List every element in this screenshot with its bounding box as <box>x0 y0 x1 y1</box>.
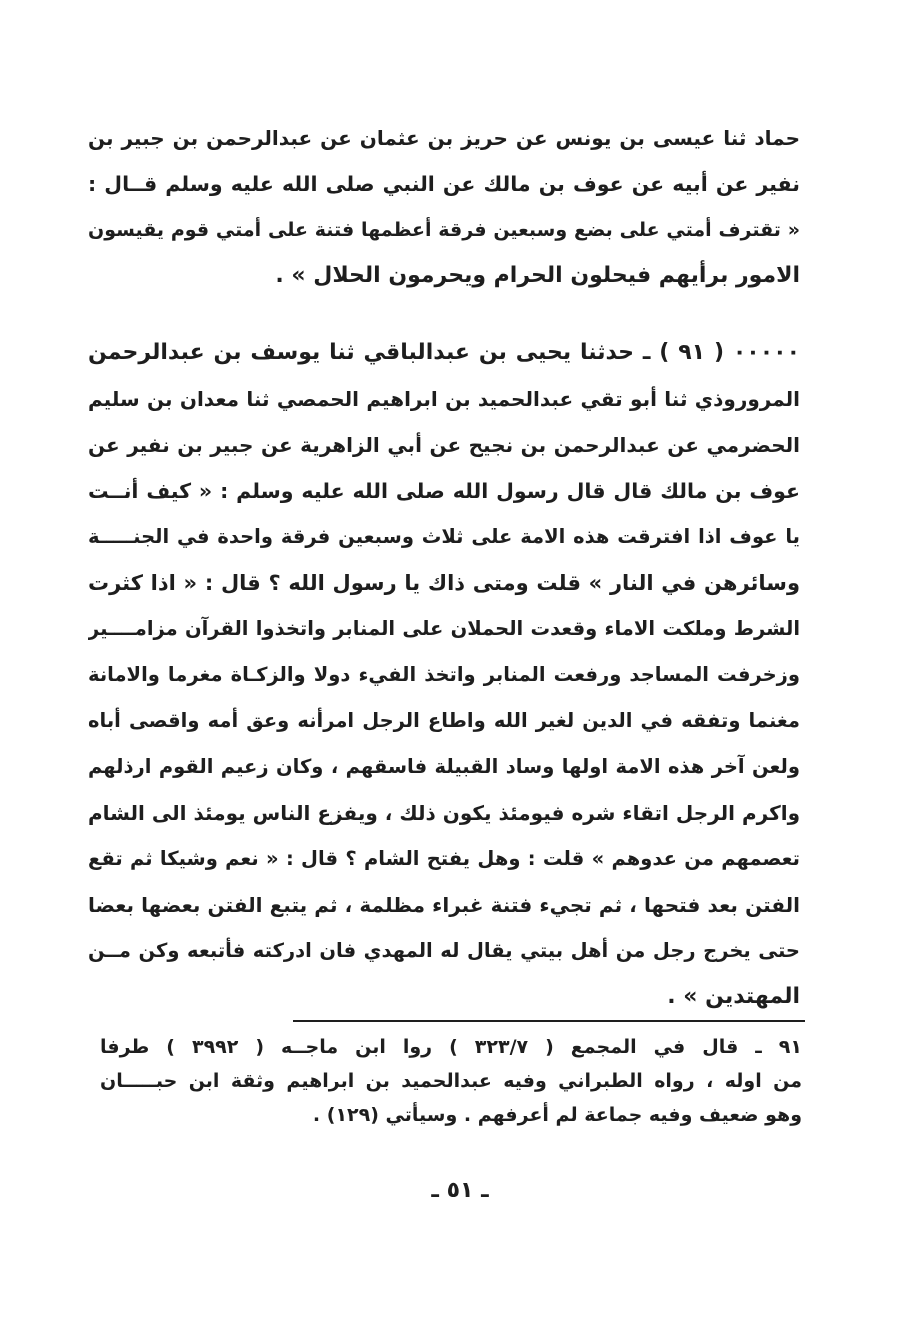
text-line: يا عوف اذا افترقت هذه الامة على ثلاث وسبعين فرقة واحدة في الجنـــــة <box>88 525 800 548</box>
text-line: ٠٠٠٠٠ ( ٩١ ) ـ حدثنا يحيى بن عبدالباقي ثنا يوسف بن عبدالرحمن <box>88 340 800 365</box>
hadith-text-continued <box>88 115 800 299</box>
text-line: مغنما وتفقه في الدين لغير الله واطاع الرجل امرأنه وعق أمه واقصى أباه <box>88 709 800 732</box>
text-line: المروروذي ثنا أبو تقي عبدالحميد بن ابراهيم الحمصي ثنا معدان بن سليم <box>88 387 800 411</box>
footnote-divider <box>293 1020 805 1022</box>
text-line: الفتن بعد فتحها ، ثم تجيء فتنة غبراء مظلمة ، ثم يتبع الفتن بعضها بعضا <box>88 893 800 917</box>
text-line: نفير عن أبيه عن عوف بن مالك عن النبي صلى الله عليه وسلم قــال : <box>88 172 800 196</box>
footnote-line: من اوله ، رواه الطبراني وفيه عبدالحميد بن ابراهيم وثقة ابن حبـــــان <box>100 1070 802 1092</box>
footnote <box>100 1030 802 1132</box>
text-line: وزخرفت المساجد ورفعت المنابر واتخذ الفيء دولا والزكـاة مغرما والامانة <box>88 663 800 686</box>
text-line: الشرط وملكت الاماء وقعدت الحملان على المنابر واتخذوا القرآن مزامــــير <box>88 617 800 640</box>
text-line: حماد ثنا عيسى بن يونس عن حريز بن عثمان عن عبدالرحمن بن جبير بن <box>88 126 800 150</box>
text-line: تعصمهم من عدوهم » قلت : وهل يفتح الشام ؟ قال : « نعم وشيكا ثم تقع <box>88 847 800 870</box>
footnote-line: ٩١ ـ قال في المجمع ( ٣٢٣/٧ ) روا ابن ماجــه ( ٣٩٩٢ ) طرفا <box>100 1036 802 1058</box>
footnote-line: وهو ضعيف وفيه جماعة لم أعرفهم . وسيأتي (١٢٩) . <box>312 1104 802 1126</box>
text-line: ولعن آخر هذه الامة اولها وساد القبيلة فاسقهم ، وكان زعيم القوم ارذلهم <box>88 755 800 778</box>
hadith-91-text <box>88 330 800 1020</box>
page-number: ـ ٥١ ـ <box>431 1178 489 1203</box>
text-line: الحضرمي عن عبدالرحمن بن نجيح عن أبي الزاهرية عن جبير بن نفير عن <box>88 433 800 457</box>
text-line: « تقترف أمتي على بضع وسبعين فرقة أعظمها فتنة على أمتي قوم يقيسون <box>88 219 800 241</box>
text-line: وسائرهن في النار » قلت ومتى ذاك يا رسول الله ؟ قال : « اذا كثرت <box>88 571 800 595</box>
text-line: حتى يخرج رجل من أهل بيتي يقال له المهدي فان ادركته فأتبعه وكن مــن <box>88 939 800 962</box>
text-line: واكرم الرجل اتقاء شره فيومئذ يكون ذلك ، ويفزع الناس يومئذ الى الشام <box>88 801 800 825</box>
text-line: المهتدين » . <box>667 984 800 1009</box>
text-line: عوف بن مالك قال قال رسول الله صلى الله عليه وسلم : « كيف أنــت <box>88 479 800 503</box>
text-line: الامور برأيهم فيحلون الحرام ويحرمون الحلال » . <box>275 263 800 288</box>
